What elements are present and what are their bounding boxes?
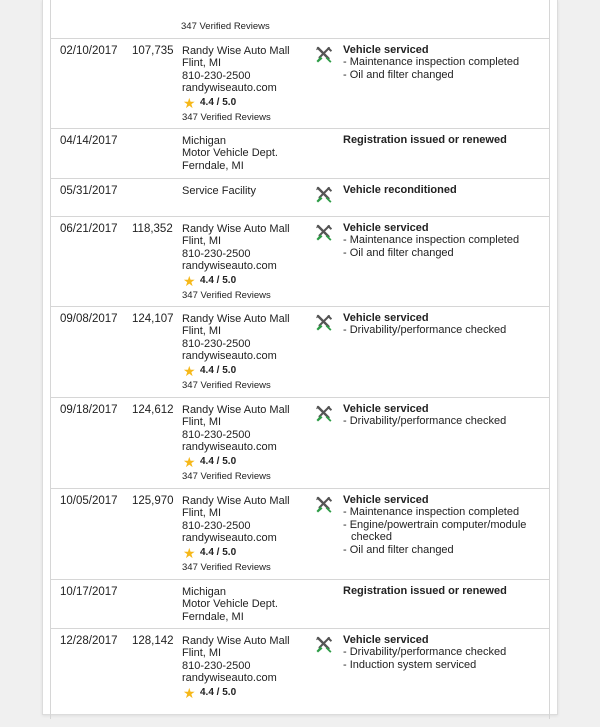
- record-comments: [343, 184, 543, 196]
- verified-reviews-link[interactable]: 347 Verified Reviews: [182, 561, 271, 573]
- source-line: Randy Wise Auto Mall: [182, 495, 290, 507]
- comment-item: - Induction system serviced: [343, 658, 477, 671]
- history-record-row: [51, 489, 549, 580]
- comment-item: - Oil and filter changed: [343, 68, 454, 81]
- source-line[interactable]: randywiseauto.com: [182, 672, 277, 685]
- comment-title: Registration issued or renewed: [343, 134, 507, 146]
- history-rows: [51, 39, 549, 719]
- record-source: [182, 404, 312, 482]
- comment-title: Vehicle serviced: [343, 494, 429, 506]
- source-line[interactable]: randywiseauto.com: [182, 532, 277, 545]
- record-source: [182, 586, 312, 623]
- comment-item: - Maintenance inspection completed: [343, 506, 520, 519]
- source-line: Randy Wise Auto Mall: [182, 404, 290, 416]
- source-line: Randy Wise Auto Mall: [182, 313, 290, 325]
- rating-value: 4.4 / 5.0: [200, 687, 237, 699]
- record-date: 06/21/2017: [60, 223, 118, 235]
- rating-value: 4.4 / 5.0: [200, 456, 237, 468]
- source-line: 810-230-2500: [182, 519, 251, 532]
- record-comments: [343, 403, 543, 428]
- record-source: [182, 313, 312, 391]
- comment-title: Vehicle serviced: [343, 222, 429, 234]
- star-icon: ★: [183, 454, 196, 471]
- record-date: 05/31/2017: [60, 185, 118, 197]
- source-line: Ferndale, MI: [182, 610, 244, 623]
- verified-reviews-link[interactable]: 347 Verified Reviews: [182, 111, 271, 123]
- history-record-row: [51, 398, 549, 489]
- record-date: 04/14/2017: [60, 135, 118, 147]
- history-record-row: [51, 179, 549, 217]
- source-line: Flint, MI: [182, 416, 222, 429]
- record-date: 12/28/2017: [60, 635, 118, 647]
- comment-item: - Maintenance inspection completed: [343, 234, 520, 247]
- source-line[interactable]: randywiseauto.com: [182, 350, 277, 363]
- source-line: 810-230-2500: [182, 337, 251, 350]
- dealer-rating: [182, 455, 312, 471]
- history-record-row: [51, 629, 549, 719]
- comment-title: Registration issued or renewed: [343, 585, 507, 597]
- record-comments: [343, 494, 543, 556]
- wrench-screwdriver-icon: [314, 223, 334, 243]
- vehicle-history-table: [50, 0, 550, 719]
- dealer-rating: [182, 96, 312, 112]
- record-comments: [343, 634, 543, 671]
- wrench-screwdriver-icon: [314, 185, 334, 205]
- rating-value: 4.4 / 5.0: [200, 365, 237, 377]
- comment-title: Vehicle serviced: [343, 44, 429, 56]
- comment-item: - Maintenance inspection completed: [343, 56, 520, 69]
- continued-record: [51, 0, 549, 39]
- verified-reviews-link[interactable]: 347 Verified Reviews: [182, 379, 271, 391]
- comment-title: Vehicle serviced: [343, 634, 429, 646]
- record-source: [182, 135, 312, 172]
- source-line[interactable]: randywiseauto.com: [182, 441, 277, 454]
- source-line: Randy Wise Auto Mall: [182, 45, 290, 57]
- comment-item: - Oil and filter changed: [343, 246, 454, 259]
- source-line: 810-230-2500: [182, 247, 251, 260]
- history-record-row: [51, 307, 549, 398]
- odometer-reading: 128,142: [132, 635, 174, 647]
- source-line: 810-230-2500: [182, 69, 251, 82]
- wrench-screwdriver-icon: [314, 404, 334, 424]
- dealer-rating: [182, 546, 312, 562]
- wrench-screwdriver-icon: [314, 495, 334, 515]
- record-date: 02/10/2017: [60, 45, 118, 57]
- source-line[interactable]: randywiseauto.com: [182, 260, 277, 273]
- history-record-row: [51, 580, 549, 629]
- record-source: [182, 185, 312, 197]
- comment-item: - Engine/powertrain computer/module checked: [343, 518, 527, 544]
- dealer-rating: [182, 364, 312, 380]
- history-record-row: [51, 39, 549, 129]
- star-icon: ★: [183, 95, 196, 112]
- wrench-screwdriver-icon: [314, 635, 334, 655]
- odometer-reading: 107,735: [132, 45, 174, 57]
- comment-item: - Drivability/performance checked: [343, 324, 507, 337]
- source-line: Service Facility: [182, 185, 256, 197]
- rating-value: 4.4 / 5.0: [200, 97, 237, 109]
- record-date: 09/18/2017: [60, 404, 118, 416]
- comment-title: Vehicle serviced: [343, 403, 429, 415]
- source-line[interactable]: randywiseauto.com: [182, 82, 277, 95]
- wrench-screwdriver-icon: [314, 313, 334, 333]
- comment-title: Vehicle serviced: [343, 312, 429, 324]
- record-source: [182, 223, 312, 301]
- source-line: Motor Vehicle Dept.: [182, 598, 278, 611]
- odometer-reading: 124,107: [132, 313, 174, 325]
- wrench-screwdriver-icon: [314, 45, 334, 65]
- source-line: Michigan: [182, 586, 227, 598]
- source-line: Flint, MI: [182, 235, 222, 248]
- source-line: Flint, MI: [182, 57, 222, 70]
- source-line: Flint, MI: [182, 507, 222, 520]
- record-date: 10/05/2017: [60, 495, 118, 507]
- verified-reviews-link[interactable]: 347 Verified Reviews: [181, 21, 270, 32]
- comment-item: - Drivability/performance checked: [343, 646, 507, 659]
- dealer-rating: [182, 274, 312, 290]
- rating-value: 4.4 / 5.0: [200, 275, 237, 287]
- record-comments: [343, 134, 543, 146]
- verified-reviews-link[interactable]: 347 Verified Reviews: [182, 470, 271, 482]
- history-record-row: [51, 129, 549, 179]
- star-icon: ★: [183, 273, 196, 290]
- odometer-reading: 118,352: [132, 223, 173, 235]
- source-line: 810-230-2500: [182, 428, 251, 441]
- record-source: [182, 495, 312, 573]
- record-date: 09/08/2017: [60, 313, 118, 325]
- record-source: [182, 45, 312, 123]
- record-date: 10/17/2017: [60, 586, 118, 598]
- odometer-reading: 124,612: [132, 404, 174, 416]
- source-line: Flint, MI: [182, 647, 222, 660]
- source-line: Randy Wise Auto Mall: [182, 223, 290, 235]
- verified-reviews-link[interactable]: 347 Verified Reviews: [182, 289, 271, 301]
- record-comments: [343, 312, 543, 337]
- dealer-rating: [182, 686, 312, 702]
- source-line: 810-230-2500: [182, 659, 251, 672]
- rating-value: 4.4 / 5.0: [200, 547, 237, 559]
- source-line: Randy Wise Auto Mall: [182, 635, 290, 647]
- star-icon: ★: [183, 363, 196, 380]
- record-comments: [343, 585, 543, 597]
- odometer-reading: 125,970: [132, 495, 174, 507]
- comment-item: - Oil and filter changed: [343, 543, 454, 556]
- star-icon: ★: [183, 685, 196, 702]
- record-comments: [343, 44, 543, 81]
- source-line: Ferndale, MI: [182, 159, 244, 172]
- source-line: Michigan: [182, 135, 227, 147]
- comment-title: Vehicle reconditioned: [343, 184, 457, 196]
- source-line: Flint, MI: [182, 325, 222, 338]
- record-source: [182, 635, 312, 702]
- source-line: Motor Vehicle Dept.: [182, 147, 278, 160]
- comment-item: - Drivability/performance checked: [343, 415, 507, 428]
- history-record-row: [51, 217, 549, 307]
- star-icon: ★: [183, 545, 196, 562]
- record-comments: [343, 222, 543, 259]
